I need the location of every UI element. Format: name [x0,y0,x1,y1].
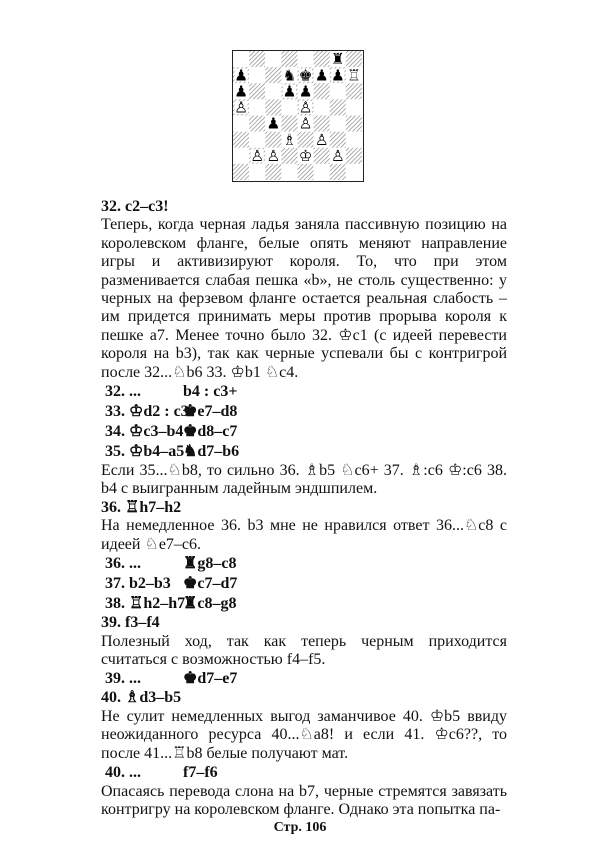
move-pair [101,422,507,442]
white-move: 38. ♖h2–h7 [105,595,186,613]
board-square [314,83,330,99]
white-move: 35. ♔b4–a5 [105,443,185,461]
chess-piece-f7: ♟ [314,66,329,85]
board-square [265,67,281,83]
chess-piece-a7: ♟ [234,66,248,85]
move-pair [101,594,507,614]
board-square [314,99,330,115]
board-square [346,116,362,132]
commentary-paragraph: Полезный ход, так как теперь черным приходится считаться с возможностью f4–f5. [101,632,507,668]
board-square [249,83,265,99]
black-move: b4 : c3+ [183,383,238,401]
board-square [346,132,362,148]
board-square [314,164,330,180]
move-pair [101,669,507,689]
board-square [298,132,314,148]
board-square [265,51,281,67]
board-square [314,148,330,164]
board-square [265,83,281,99]
board-square [298,51,314,67]
commentary-paragraph: Опасаясь перевода слона на b7, черные стремятся завязать контригру на королевском фланге. Однако эта попытка па- [101,782,507,819]
board-square [298,164,314,180]
chess-piece-e4: ♙ [298,114,313,133]
chess-piece-g7: ♟ [330,66,345,85]
commentary-paragraph: На немедленное 36. b3 мне не нравился ответ 36...♘c8 с идеей ♘e7–c6. [101,517,507,553]
white-move: 40. ... [105,763,141,781]
chess-piece-c2: ♙ [266,146,281,165]
board-square [265,99,281,115]
board-square [265,132,281,148]
board-square [330,99,346,115]
black-move: ♚d8–c7 [183,423,238,441]
board-square [249,132,265,148]
board-square [346,99,362,115]
white-move: 33. ♔d2 : c3 [105,403,189,421]
chess-piece-e6: ♟ [298,82,313,101]
board-square [249,51,265,67]
board-square [233,51,249,67]
move-39-white: 39. f3–f4 [101,614,160,632]
board-square [281,164,297,180]
board-square [281,116,297,132]
commentary-paragraph: Теперь, когда черная ладья заняла пассивную позицию на королевском фланге, белые опять меняют направление игры и активизируют короля. То, что при этом разменивается слабая пешка «b», не столь существенно: у черных на ферзевом фланге остается реальная слабость – им придется принимать меры против прорыва короля к пешке a7. Менее точно было 32. ♔c1 (с идеей перевести короля на b3), так как черные успевали бы с контригрой после 32...♘b6 33. ♔b1 ♘c4. [101,216,507,381]
page-number: Стр. 106 [273,820,327,835]
black-move: ♚e7–d8 [183,403,238,421]
board-square [249,99,265,115]
board-square [330,164,346,180]
move-32-white: 32. c2–c3! [101,198,169,215]
move-pair [101,763,507,783]
chess-piece-a5: ♙ [234,98,248,117]
board-square [346,83,362,99]
move-40-white: 40. ♗d3–b5 [101,689,182,707]
board-square [249,67,265,83]
board-square [346,148,362,164]
move-pair [101,382,507,402]
black-move: ♚d7–e7 [183,670,238,688]
chess-piece-h7: ♖ [347,66,361,85]
board-square [346,51,362,67]
chess-diagram [232,50,364,182]
chess-piece-g2: ♙ [330,146,345,165]
move-pair [101,442,507,462]
black-move: ♞d7–b6 [183,443,240,461]
chess-piece-d3: ♗ [282,130,297,149]
chess-piece-c4: ♟ [266,114,281,133]
board-square [314,51,330,67]
move-pair [101,574,507,594]
black-move: ♚c7–d7 [183,575,238,593]
board-square [330,116,346,132]
chess-piece-e2: ♔ [298,146,313,165]
chess-piece-d7: ♞ [282,66,297,85]
black-move: ♜g8–c8 [183,555,237,573]
move-list [101,669,507,689]
move-list [101,554,507,614]
board-square [346,164,362,180]
chess-piece-f3: ♙ [314,130,329,149]
board-square [281,99,297,115]
board-square [330,132,346,148]
chess-piece-a6: ♟ [234,82,248,101]
move-list [101,763,507,783]
board-square [233,148,249,164]
white-move: 36. ... [105,555,141,573]
chess-piece-d6: ♟ [282,82,297,101]
black-move: f7–f6 [183,763,218,781]
white-move: 34. ♔c3–b4 [105,423,184,441]
chess-piece-e7: ♚ [298,66,313,85]
move-36-white: 36. ♖h7–h2 [101,498,182,516]
board-square [281,51,297,67]
white-move: 37. b2–b3 [105,575,171,593]
board-square [249,116,265,132]
board-square [233,116,249,132]
move-list [101,382,507,462]
board-square [314,116,330,132]
chess-board [233,51,362,180]
board-square [265,164,281,180]
commentary-paragraph: Не сулит немедленных выгод заманчивое 40. ♔b5 ввиду неожиданного ресурса 40...♘a8! и если 41. ♔c6??, то после 41...♖b8 белые получают мат. [101,707,507,762]
board-square [249,164,265,180]
move-pair [101,554,507,574]
move-pair [101,402,507,422]
commentary-paragraph: Если 35...♘b8, то сильно 36. ♗b5 ♘c6+ 37. ♗:c6 ♔:c6 38. b4 с выигранным ладейным эндшпилем. [101,462,507,498]
page-body [101,198,507,820]
board-square [330,83,346,99]
white-move: 39. ... [105,670,141,688]
board-square [281,148,297,164]
board-square [233,132,249,148]
chess-piece-e5: ♙ [298,98,313,117]
chess-piece-g8: ♜ [330,51,345,69]
black-move: ♜c8–g8 [183,595,237,613]
board-square [233,164,249,180]
chess-piece-b2: ♙ [250,146,265,165]
white-move: 32. ... [105,383,141,401]
